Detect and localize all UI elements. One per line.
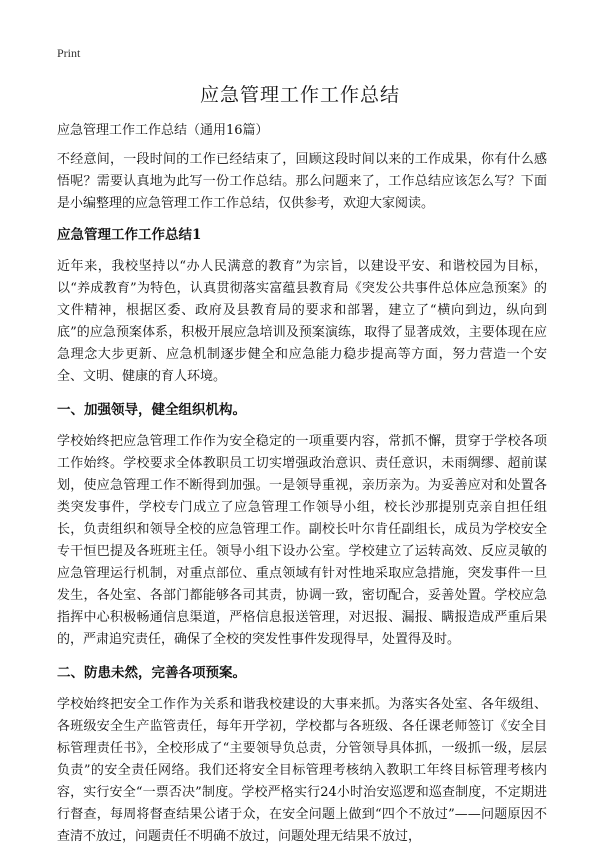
section-1-paragraph: 近年来，我校坚持以“办人民满意的教育”为宗旨，以建设平安、和谐校园为目标，以“养成教育”为特色，认真贯彻落实富蕴县教育局《突发公共事件总体应急预案》的文件精神，根据区委、政府及县教育局的要求和部署，建立了“横向到边，纵向到底”的应急预案体系，积极开展应急培训及预案演练，取得了显著成效，主要体现在应急理念大步更新、应急机制逐步健全和应急能力稳步提高等方面，努力营造一个安全、文明、健康的育人环境。 (57, 259, 547, 384)
part-1-heading: 一、加强领导，健全组织机构。 (57, 402, 246, 418)
part-2-heading: 二、防患未然，完善各项预案。 (57, 665, 246, 681)
intro-paragraph: 不经意间，一段时间的工作已经结束了，回顾这段时间以来的工作成果，你有什么感悟呢？需要认真地为此写一份工作总结。那么问题来了，工作总结应该怎么写？下面是小编整理的应急管理工作工作总结，仅供参考，欢迎大家阅读。 (57, 152, 547, 211)
part-1-paragraph: 学校始终把应急管理工作作为安全稳定的一项重要内容，常抓不懈，贯穿于学校各项工作始终。学校要求全体教职员工切实增强政治意识、责任意识，未雨绸缪、超前谋划，使应急管理工作不断得到加强。一是领导重视，亲历亲为。为妥善应对和处置各类突发事件，学校专门成立了应急管理工作领导小组，校长沙那提别克亲自担任组长，负责组织和领导全校的应急管理工作。副校长叶尔肯任副组长，成员为学校安全专干恒巴提及各班班主任。领导小组下设办公室。学校建立了运转高效、反应灵敏的应急管理运行机制，对重点部位、重点领域有针对性地采取应急措施，突发事件一旦发生，各处室、各部门都能够各司其责，协调一致，密切配合，妥善处置。学校应急指挥中心积极畅通信息渠道，严格信息报送管理，对迟报、漏报、瞒报造成严重后果的，严肃追究责任，确保了全校的突发性事件发现得早，处置得及时。 (57, 434, 547, 647)
document-subtitle: 应急管理工作工作总结（通用16篇） (57, 123, 269, 138)
document-body (57, 120, 547, 848)
section-1-heading: 应急管理工作工作总结1 (57, 227, 202, 243)
document-title: 应急管理工作工作总结 (199, 84, 400, 106)
print-link[interactable]: Print (57, 46, 81, 60)
part-2-paragraph: 学校始终把安全工作作为关系和谐我校建设的大事来抓。为落实各处室、各年级组、各班级安全生产监管责任，每年开学初，学校都与各班级、各任课老师签订《安全目标管理责任书》，全校形成了“主要领导负总责，分管领导具体抓，一级抓一级，层层负责”的安全责任网络。我们还将安全目标管理考核纳入教职工年终目标管理考核内容，实行安全“一票否决”制度。学校严格实行24小时治安巡逻和巡查制度，不定期进行督查，每周将督查结果公诸于众，在安全问题上做到“四个不放过”——问题原因不查清不放过，问题责任不明确不放过，问题处理无结果不放过， (57, 697, 547, 844)
